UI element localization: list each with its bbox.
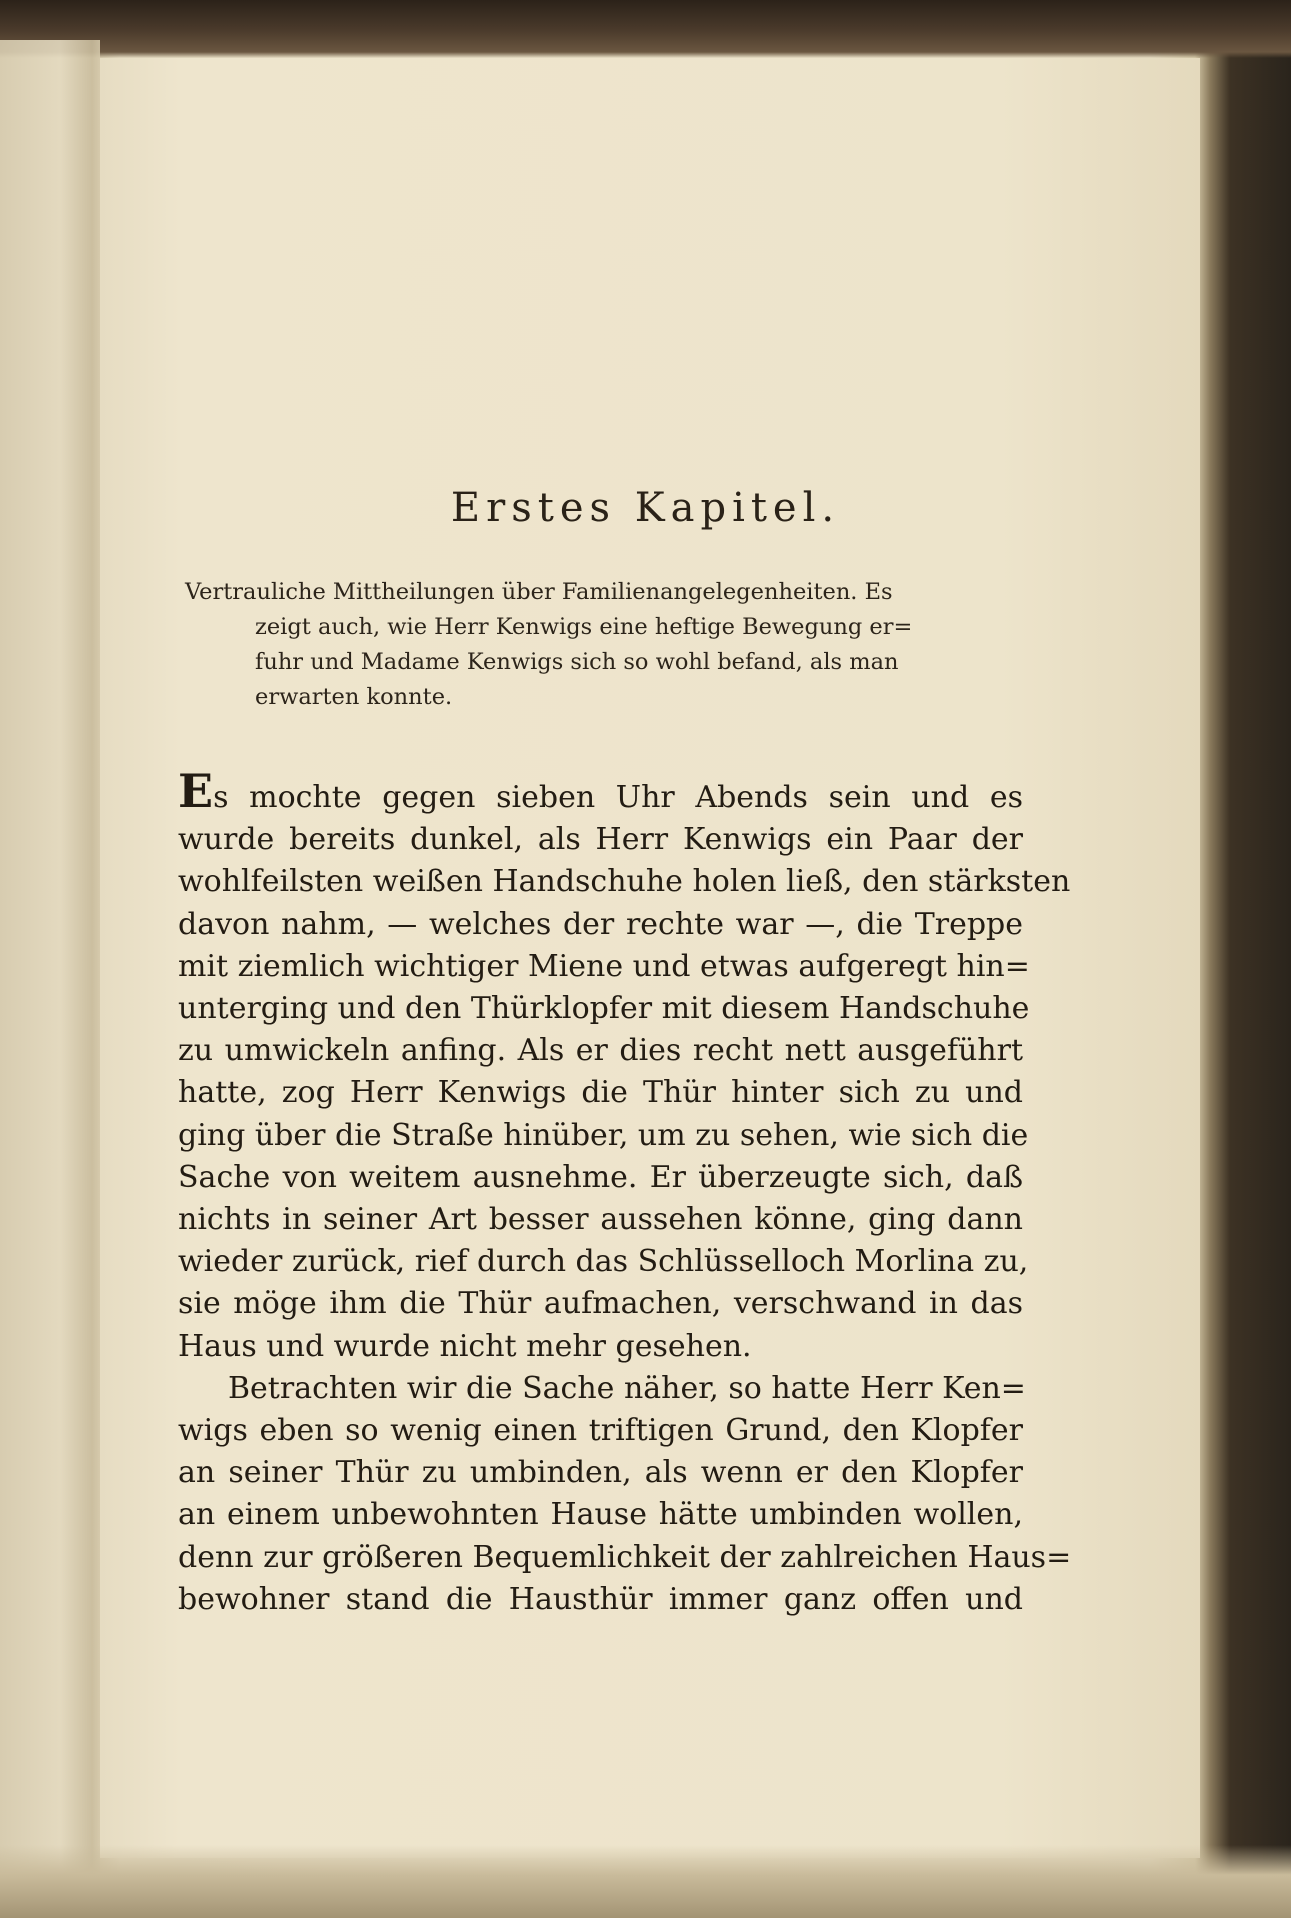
body-line: zu umwickeln anfing. Als er dies recht nett ausgeführt xyxy=(178,1033,1023,1069)
body-line: Sache von weitem ausnehme. Er überzeugte sich, daß xyxy=(178,1159,1023,1195)
first-line-text: s mochte gegen sieben Uhr Abends sein und es xyxy=(213,780,1023,815)
body-line: sie möge ihm die Thür aufmachen, verschwand in das xyxy=(178,1286,1023,1322)
body-line: denn zur größeren Bequemlichkeit der zahlreichen Haus= xyxy=(178,1539,1072,1575)
body-line: davon nahm, — welches der rechte war —, die Treppe xyxy=(178,906,1023,942)
body-line: wurde bereits dunkel, als Herr Kenwigs ein Paar der xyxy=(178,822,1023,858)
body-line: wieder zurück, rief durch das Schlüsselloch Morlina zu, xyxy=(178,1244,1029,1280)
body-line: hatte, zog Herr Kenwigs die Thür hinter sich zu und xyxy=(178,1075,1023,1111)
body-line: wigs eben so wenig einen triftigen Grund, den Klopfer xyxy=(178,1413,1023,1449)
body-line: an seiner Thür zu umbinden, als wenn er den Klopfer xyxy=(178,1455,1023,1491)
summary-line: erwarten konnte. xyxy=(255,684,453,710)
book-gutter xyxy=(0,40,100,1918)
book-cover-top-edge xyxy=(0,0,1291,58)
body-line: Betrachten wir die Sache näher, so hatte Herr Ken= xyxy=(228,1370,1026,1406)
drop-initial: E xyxy=(178,764,214,818)
body-line: an einem unbewohnten Hause hätte umbinden wollen, xyxy=(178,1497,1023,1533)
book-bottom-edge xyxy=(0,1845,1291,1918)
body-line: bewohner stand die Hausthür immer ganz offen und xyxy=(178,1581,1023,1617)
body-line: wohlfeilsten weißen Handschuhe holen ließ, den stärksten xyxy=(178,864,1071,900)
chapter-summary xyxy=(185,575,1015,715)
body-line: mit ziemlich wichtiger Miene und etwas aufgeregt hin= xyxy=(178,948,1030,984)
body-line: ging über die Straße hinüber, um zu sehen, wie sich die xyxy=(178,1117,1029,1153)
chapter-body xyxy=(178,764,1072,1621)
summary-line: Vertrauliche Mittheilungen über Familienangelegenheiten. Es xyxy=(185,579,893,605)
body-line: nichts in seiner Art besser aussehen könne, ging dann xyxy=(178,1202,1023,1238)
summary-line: fuhr und Madame Kenwigs sich so wohl befand, als man xyxy=(255,649,899,675)
body-line: Haus und wurde nicht mehr gesehen. xyxy=(178,1328,752,1364)
body-line: unterging und den Thürklopfer mit diesem Handschuhe xyxy=(178,991,1030,1027)
body-first-line xyxy=(178,764,1023,819)
chapter-heading: Erstes Kapitel. xyxy=(450,485,841,531)
summary-line: zeigt auch, wie Herr Kenwigs eine heftige Bewegung er= xyxy=(255,614,913,640)
